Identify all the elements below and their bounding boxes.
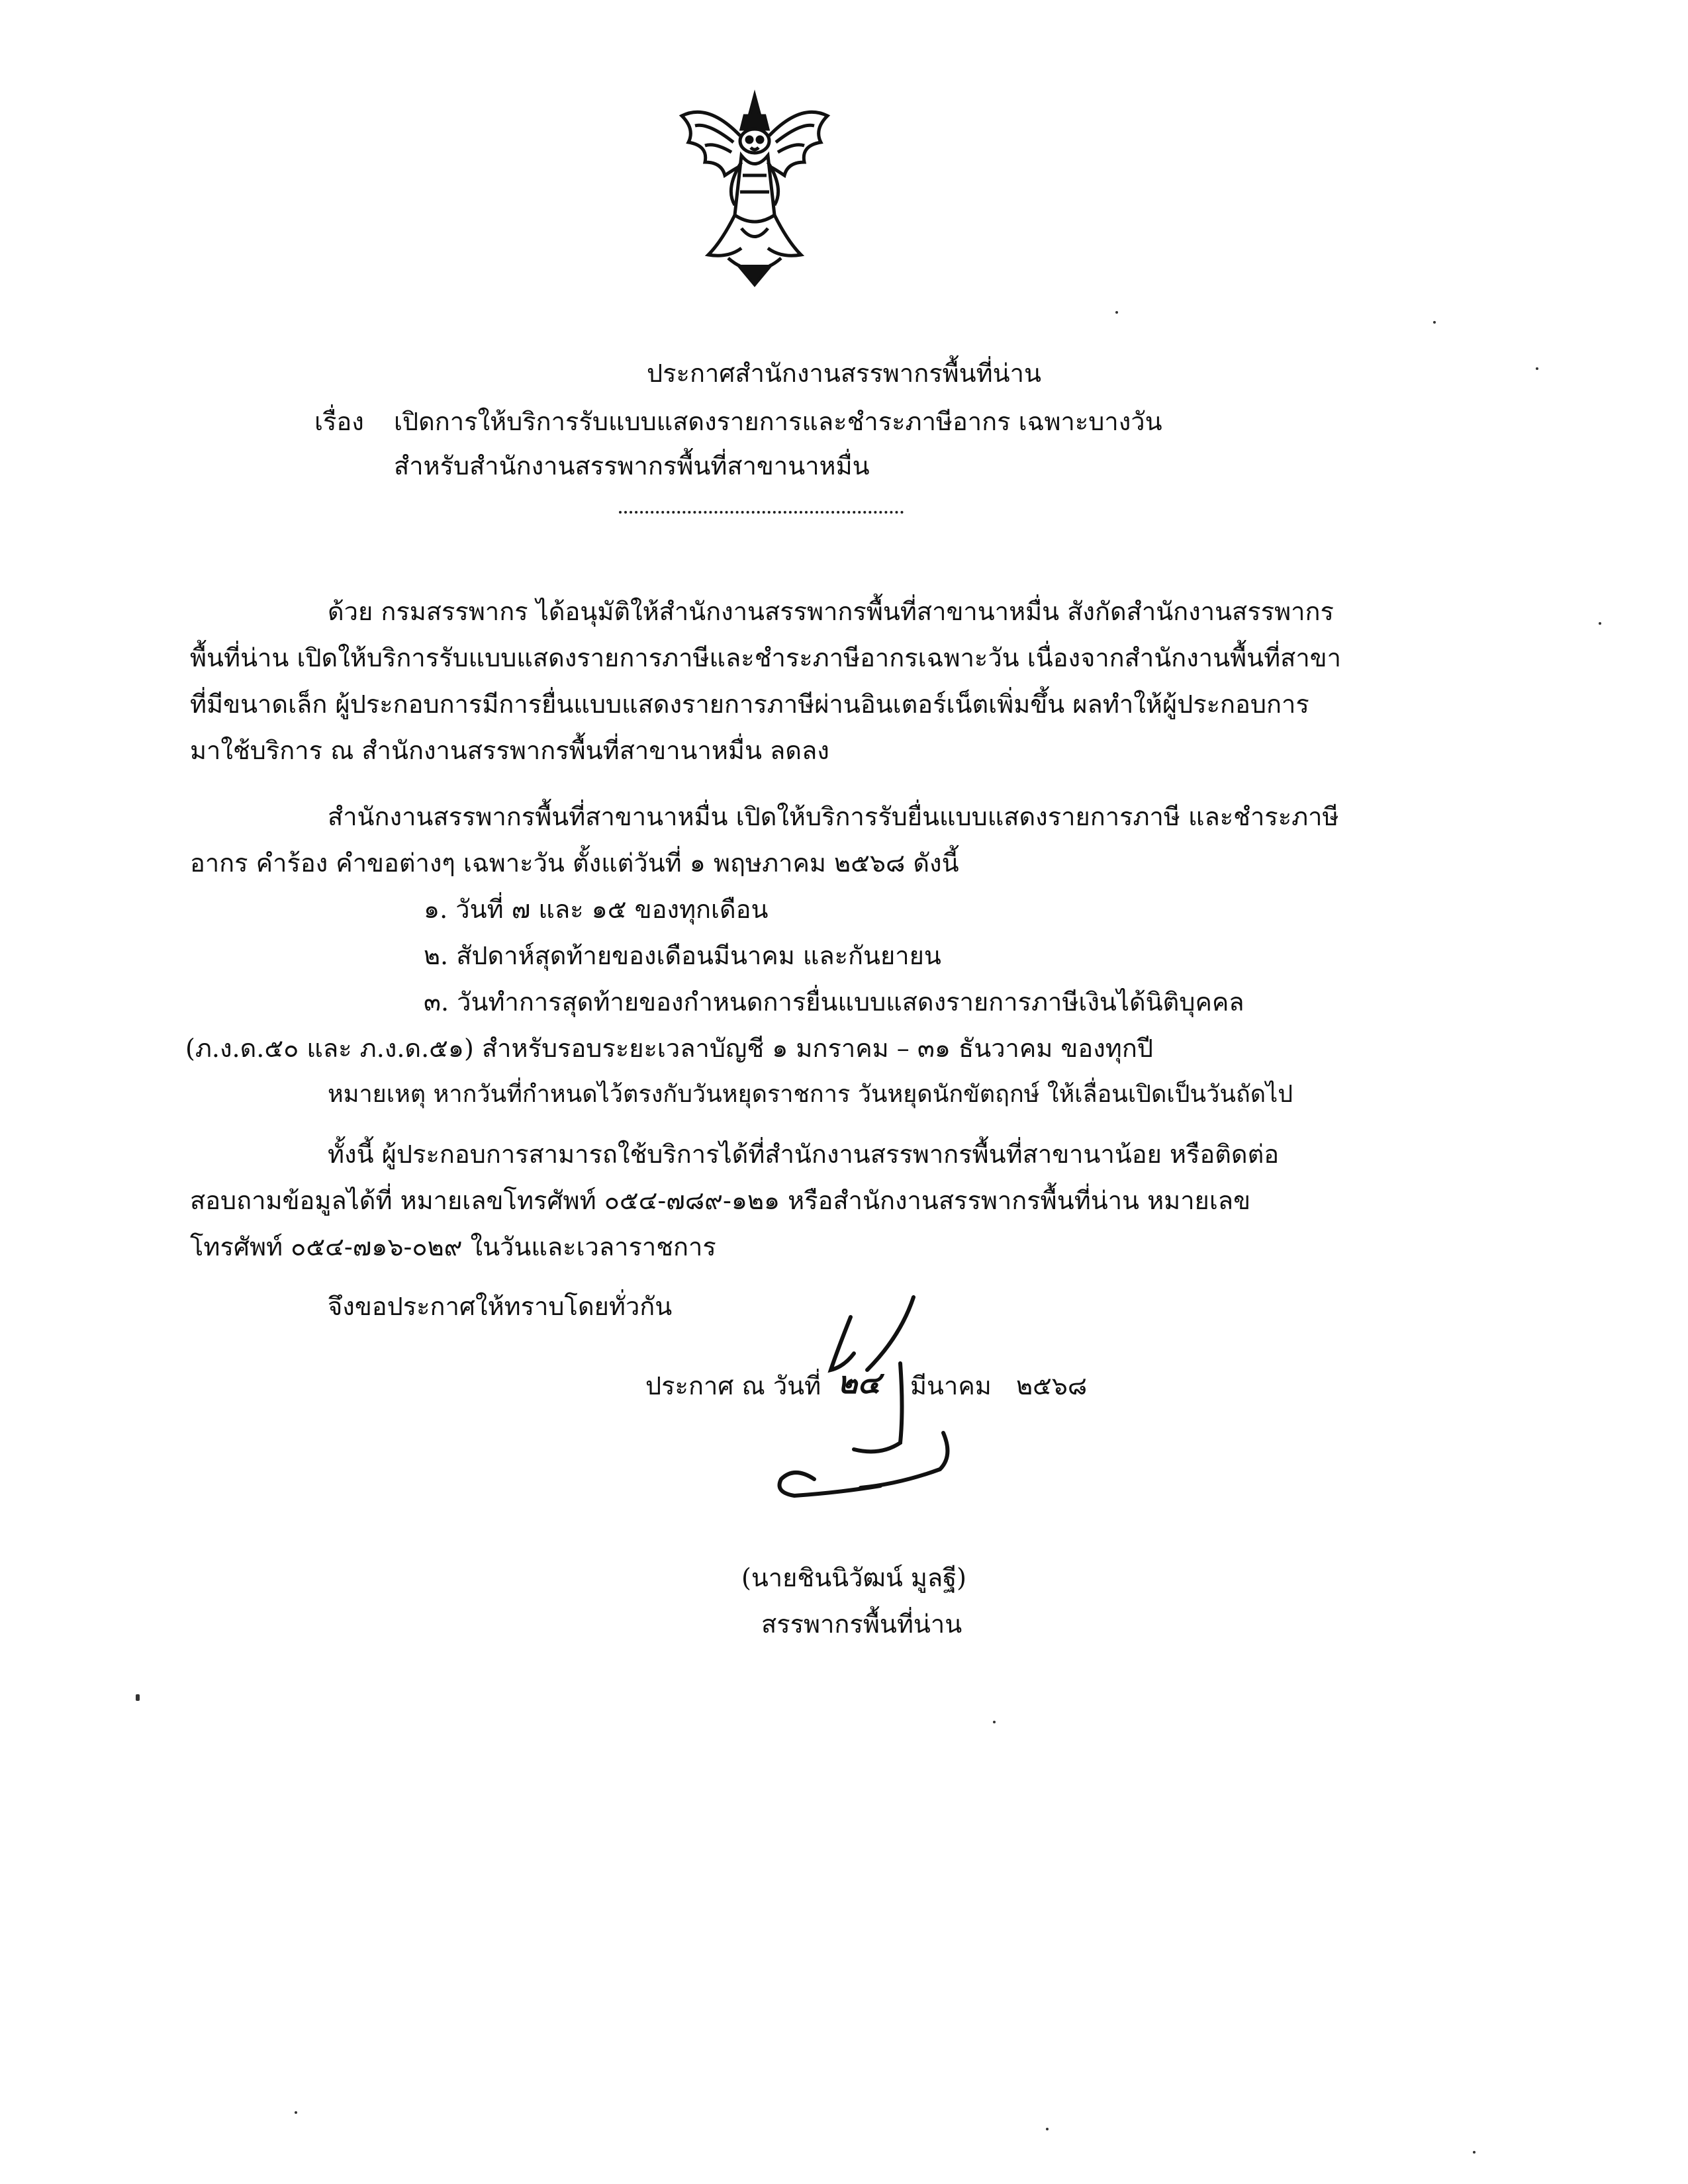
scan-speck: [1599, 622, 1601, 625]
scan-speck: [136, 1694, 140, 1701]
note-text: หมายเหตุ หากวันที่กำหนดไว้ตรงกับวันหยุดราชการ วันหยุดนักขัตฤกษ์ ให้เลื่อนเปิดเป็นวันถัดไป: [328, 1081, 1293, 1108]
scan-speck: [1473, 2151, 1476, 2154]
scan-speck: [1115, 311, 1118, 314]
date-year: ๒๕๖๘: [1016, 1371, 1088, 1400]
paragraph-3-line-3: โทรศัพท์ ๐๕๔-๗๑๖-๐๒๙ ในวันและเวลาราชการ: [190, 1232, 716, 1261]
scan-speck: [993, 1721, 996, 1723]
list-item-3: ๓. วันทำการสุดท้ายของกำหนดการยื่นแบบแสดงรายการภาษีเงินได้นิติบุคคล: [424, 987, 1244, 1017]
paragraph-1-line-4: มาใช้บริการ ณ สำนักงานสรรพากรพื้นที่สาขานาหมื่น ลดลง: [190, 736, 829, 765]
paragraph-3-line-2: สอบถามข้อมูลได้ที่ หมายเลขโทรศัพท์ ๐๕๔-๗๘๙-๑๒๑ หรือสำนักงานสรรพากรพื้นที่น่าน หมายเลข: [190, 1186, 1251, 1215]
subject-line-1: เปิดการให้บริการรับแบบแสดงรายการและชำระภาษีอากร เฉพาะบางวัน: [394, 407, 1162, 436]
date-month: มีนาคม: [910, 1371, 992, 1400]
garuda-emblem-icon: [669, 89, 841, 288]
paragraph-3-line-1: ทั้งนี้ ผู้ประกอบการสามารถใช้บริการได้ที่สำนักงานสรรพากรพื้นที่สาขานาน้อย หรือติดต่อ: [328, 1140, 1280, 1169]
subject-label: เรื่อง: [314, 407, 364, 436]
paragraph-1-line-3: ที่มีขนาดเล็ก ผู้ประกอบการมีการยื่นแบบแสดงรายการภาษีผ่านอินเตอร์เน็ตเพิ่มขึ้น ผลทำให้ผู้ประกอบการ: [190, 690, 1309, 719]
paragraph-1-line-2: พื้นที่น่าน เปิดให้บริการรับแบบแสดงรายการภาษีและชำระภาษีอากรเฉพาะวัน เนื่องจากสำนักงานพื้นที่สาขา: [190, 643, 1341, 672]
separator-dots: [619, 511, 904, 514]
subject-line-2: สำหรับสำนักงานสรรพากรพื้นที่สาขานาหมื่น: [394, 451, 870, 480]
scan-speck: [295, 2111, 297, 2114]
paragraph-2-line-1: สำนักงานสรรพากรพื้นที่สาขานาหมื่น เปิดให้บริการรับยื่นแบบแสดงรายการภาษี และชำระภาษี: [328, 802, 1339, 831]
paragraph-2-line-2: อากร คำร้อง คำขอต่างๆ เฉพาะวัน ตั้งแต่วันที่ ๑ พฤษภาคม ๒๕๖๘ ดังนี้: [190, 848, 959, 878]
closing-text: จึงขอประกาศให้ทราบโดยทั่วกัน: [328, 1292, 673, 1321]
date-day: ๒๔: [837, 1365, 881, 1400]
handwritten-signature-icon: [774, 1291, 973, 1542]
list-item-3-continued: (ภ.ง.ด.๕๐ และ ภ.ง.ด.๕๑) สำหรับรอบระยะเวลาบัญชี ๑ มกราคม – ๓๑ ธันวาคม ของทุกปี: [185, 1034, 1153, 1063]
announcement-title: ประกาศสำนักงานสรรพากรพื้นที่น่าน: [647, 359, 1041, 388]
paragraph-1-line-1: ด้วย กรมสรรพากร ได้อนุมัติให้สำนักงานสรรพากรพื้นที่สาขานาหมื่น สังกัดสำนักงานสรรพากร: [328, 597, 1334, 626]
list-item-2: ๒. สัปดาห์สุดท้ายของเดือนมีนาคม และกันยายน: [424, 941, 941, 970]
scan-speck: [1433, 321, 1436, 324]
scan-speck: [1046, 2128, 1049, 2130]
date-prefix: ประกาศ ณ วันที่: [645, 1371, 821, 1400]
signer-name: (นายชินนิวัฒน์ มูลฐี): [741, 1563, 966, 1592]
signer-title: สรรพากรพื้นที่น่าน: [761, 1610, 962, 1639]
scan-speck: [1536, 367, 1538, 370]
list-item-1: ๑. วันที่ ๗ และ ๑๕ ของทุกเดือน: [424, 895, 769, 924]
